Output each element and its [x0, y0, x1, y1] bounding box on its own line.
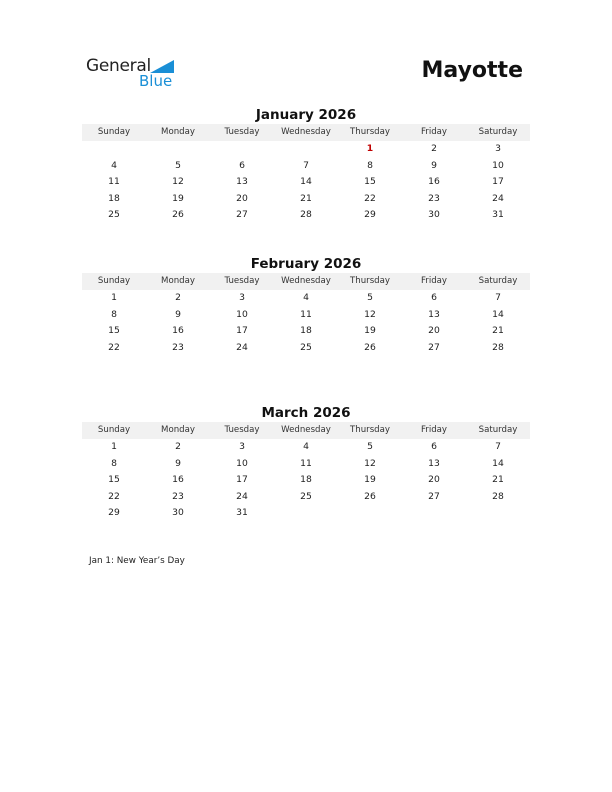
weekday-label: Saturday: [478, 276, 518, 286]
day-cell: 5: [367, 292, 373, 303]
weekday-label: Thursday: [350, 127, 390, 137]
day-cell: 13: [236, 176, 248, 188]
day-cell: 24: [236, 490, 248, 502]
weekday-label: Sunday: [97, 276, 131, 286]
weekday-label: Friday: [420, 127, 448, 137]
day-cell: 14: [300, 176, 312, 188]
day-cell: 22: [108, 490, 120, 502]
day-cell: 28: [300, 209, 312, 221]
day-cell: 16: [172, 325, 184, 337]
day-cell: 12: [172, 176, 184, 188]
week-row: [82, 439, 530, 456]
day-cell: 9: [175, 308, 181, 320]
weekday-header-row: [82, 273, 530, 290]
day-cell: 12: [364, 457, 376, 469]
day-cell: 26: [172, 209, 184, 221]
day-cell: 21: [300, 192, 312, 204]
week-row: [82, 340, 530, 357]
week-row: [82, 191, 530, 208]
weekday-label: Monday: [161, 425, 195, 435]
weekday-label: Monday: [161, 276, 195, 286]
logo-general-text: General: [86, 56, 151, 76]
day-cell: 7: [495, 441, 501, 452]
day-cell: 26: [364, 490, 376, 502]
empty-day-cell: [274, 505, 338, 522]
day-cell: 12: [364, 308, 376, 320]
day-cell: 2: [431, 143, 437, 154]
day-cell: 25: [300, 341, 312, 353]
day-cell: 21: [492, 474, 504, 486]
day-cell: 4: [303, 292, 309, 303]
weekday-label: Monday: [161, 127, 195, 137]
day-cell: 10: [236, 457, 248, 469]
weekday-label: Tuesday: [224, 127, 260, 137]
empty-day-cell: [146, 141, 210, 158]
day-cell: 28: [492, 490, 504, 502]
day-cell: 30: [428, 209, 440, 221]
day-cell: 16: [428, 176, 440, 188]
week-row: [82, 174, 530, 191]
day-cell: 24: [492, 192, 504, 204]
day-cell: 16: [172, 474, 184, 486]
day-cell: 25: [108, 209, 120, 221]
day-cell: 5: [367, 441, 373, 452]
day-cell: 27: [428, 490, 440, 502]
day-cell: 23: [428, 192, 440, 204]
week-row: [82, 489, 530, 506]
day-cell: 18: [108, 192, 120, 204]
empty-day-cell: [274, 141, 338, 158]
day-cell: 11: [300, 308, 312, 320]
day-cell: 11: [108, 176, 120, 188]
day-cell: 15: [364, 176, 376, 188]
generalblue-logo: [86, 56, 186, 92]
day-cell: 17: [492, 176, 504, 188]
day-cell: 23: [172, 341, 184, 353]
month-title: January 2026: [255, 107, 357, 123]
day-cell: 31: [492, 209, 504, 221]
month-calendar-march: [82, 404, 530, 522]
day-cell: 9: [431, 159, 437, 171]
day-cell: 22: [364, 192, 376, 204]
day-cell: 15: [108, 474, 120, 486]
day-cell: 20: [428, 474, 440, 486]
holiday-notes: [89, 556, 185, 566]
day-cell: 30: [172, 507, 184, 519]
day-cell: 2: [175, 441, 181, 452]
weekday-label: Wednesday: [281, 276, 331, 286]
day-cell: 26: [364, 341, 376, 353]
week-row: [82, 158, 530, 175]
week-row: [82, 472, 530, 489]
weekday-label: Friday: [420, 425, 448, 435]
day-cell: 20: [428, 325, 440, 337]
day-cell: 13: [428, 457, 440, 469]
day-cell: 7: [303, 159, 309, 171]
day-cell: 29: [108, 507, 120, 519]
week-row: [82, 505, 530, 522]
empty-day-cell: [82, 141, 146, 158]
empty-day-cell: [402, 505, 466, 522]
day-cell: 8: [111, 308, 117, 320]
day-cell: 21: [492, 325, 504, 337]
day-cell: 3: [239, 292, 245, 303]
day-cell: 31: [236, 507, 248, 519]
weekday-label: Sunday: [97, 425, 131, 435]
day-cell: 13: [428, 308, 440, 320]
week-row: [82, 456, 530, 473]
day-cell: 1: [111, 441, 117, 452]
day-cell: 15: [108, 325, 120, 337]
day-cell: 17: [236, 474, 248, 486]
day-cell: 27: [428, 341, 440, 353]
day-cell: 5: [175, 159, 181, 171]
day-cell: 8: [367, 159, 373, 171]
day-cell: 20: [236, 192, 248, 204]
day-cell: 1: [366, 143, 374, 154]
day-cell: 10: [236, 308, 248, 320]
day-cell: 14: [492, 457, 504, 469]
month-calendar-january: [82, 106, 530, 224]
weekday-label: Saturday: [478, 127, 518, 137]
day-cell: 18: [300, 325, 312, 337]
day-cell: 6: [431, 441, 437, 452]
day-cell: 11: [300, 457, 312, 469]
day-cell: 4: [303, 441, 309, 452]
weekday-header-row: [82, 422, 530, 439]
country-title: Mayotte: [421, 58, 523, 83]
day-cell: 6: [239, 159, 245, 171]
day-cell: 24: [236, 341, 248, 353]
day-cell: 17: [236, 325, 248, 337]
weekday-label: Sunday: [97, 127, 131, 137]
day-cell: 27: [236, 209, 248, 221]
week-row: [82, 141, 530, 158]
weekday-label: Wednesday: [281, 127, 331, 137]
day-cell: 23: [172, 490, 184, 502]
day-cell: 10: [492, 159, 504, 171]
weekday-label: Tuesday: [224, 276, 260, 286]
empty-day-cell: [210, 141, 274, 158]
weekday-label: Wednesday: [281, 425, 331, 435]
month-title: February 2026: [250, 256, 362, 272]
day-cell: 3: [239, 441, 245, 452]
day-cell: 1: [111, 292, 117, 303]
day-cell: 19: [172, 192, 184, 204]
day-cell: 3: [495, 143, 501, 154]
holiday-note: Jan 1: New Year’s Day: [89, 556, 185, 566]
weekday-label: Friday: [420, 276, 448, 286]
day-cell: 14: [492, 308, 504, 320]
weekday-label: Saturday: [478, 425, 518, 435]
day-cell: 8: [111, 457, 117, 469]
day-cell: 28: [492, 341, 504, 353]
day-cell: 19: [364, 325, 376, 337]
weekday-header-row: [82, 124, 530, 141]
week-row: [82, 207, 530, 224]
month-calendar-february: [82, 255, 530, 356]
weekday-label: Tuesday: [224, 425, 260, 435]
day-cell: 4: [111, 159, 117, 171]
day-cell: 2: [175, 292, 181, 303]
weekday-label: Thursday: [350, 276, 390, 286]
day-cell: 9: [175, 457, 181, 469]
empty-day-cell: [466, 505, 530, 522]
week-row: [82, 290, 530, 307]
day-cell: 22: [108, 341, 120, 353]
weekday-label: Thursday: [350, 425, 390, 435]
week-row: [82, 307, 530, 324]
day-cell: 29: [364, 209, 376, 221]
day-cell: 18: [300, 474, 312, 486]
day-cell: 6: [431, 292, 437, 303]
month-title: March 2026: [261, 405, 351, 421]
day-cell: 25: [300, 490, 312, 502]
week-row: [82, 323, 530, 340]
day-cell: 19: [364, 474, 376, 486]
empty-day-cell: [338, 505, 402, 522]
day-cell: 7: [495, 292, 501, 303]
logo-blue-text: Blue: [139, 72, 173, 90]
